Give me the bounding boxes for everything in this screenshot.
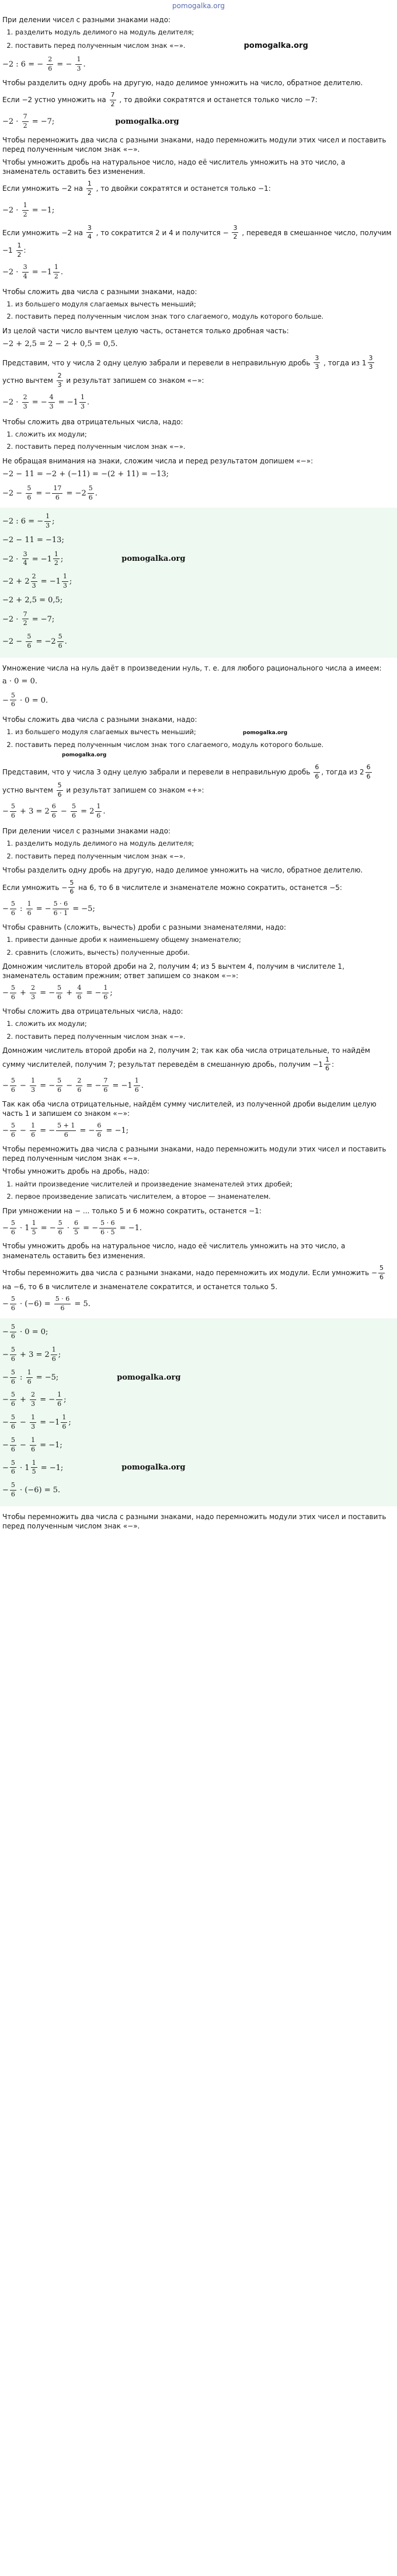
tail-rule: Чтобы перемножить два числа с разными знаками, надо перемножить модули этих чисел и поставить перед полученным числом знак «−». bbox=[2, 1512, 386, 1531]
watermark: pomogalka.org bbox=[115, 117, 179, 126]
answer-b4: − $\frac{5}{6}$ + $\frac{2}{3}$ = − $\frac{1}{6}$ ; bbox=[2, 1391, 67, 1408]
div2-step-2: 2. поставить перед полученным числом знак «−». bbox=[15, 852, 395, 861]
division-fraction-rule: Чтобы разделить одну дробь на другую, надо делимое умножить на число, обратное делителю. bbox=[2, 78, 363, 87]
fraction-product-steps bbox=[2, 1180, 395, 1202]
answer-b8: − $\frac{5}{6}$ · (−6) = 5. bbox=[2, 1481, 61, 1499]
answer-b6: − $\frac{5}{6}$ − $\frac{1}{6}$ = −1; bbox=[2, 1436, 62, 1453]
solution-content bbox=[0, 15, 397, 1531]
formula-neg-sum-2: − $\frac{5}{6}$ − $\frac{1}{3}$ = − $\frac{5}{6}$ − $\frac{2}{6}$ = − $\frac{7}{6}$ = −1 $\frac{1}{6}$ . bbox=[2, 1077, 144, 1094]
sum-rule-intro: Чтобы сложить два числа с разными знаками, надо: bbox=[2, 287, 197, 296]
sum-explanation: Из целой части число вычтем целую часть, останется только дробная часть: bbox=[2, 326, 289, 335]
div2-fraction-rule: Чтобы разделить одну дробь на другую, надо делимое умножить на число, обратное делителю. bbox=[2, 866, 363, 875]
formula-neg-numerator: − $\frac{5}{6}$ − $\frac{1}{6}$ = − $\frac{5 + 1}{6}$ = − $\frac{6}{6}$ = −1; bbox=[2, 1122, 129, 1139]
final-multiply-explanation: Чтобы перемножить два числа с разными знаками, надо перемножить их модули. Если умножить − $\frac{5}{6}$ на −6, то 6 в числителе и знаменателе сократится, и останется только 5. bbox=[2, 1263, 384, 1291]
sum2-step-2: 2. поставить перед полученным числом знак того слагаемого, модуль которого больше.pomogalka.org bbox=[15, 741, 395, 759]
sum-rule-section bbox=[2, 287, 395, 411]
compare-explanation: Домножим числитель второй дроби на 2, получим 4; из 5 вычтем 4, получим в числителе 1, знаменатель оставим прежним; ответ запишем со знаком «−»: bbox=[2, 962, 344, 980]
neg-numerator-explanation: Так как оба числа отрицательные, найдём сумму числителей, из полученной дроби выделим целую часть 1 и запишем со знаком «−»: bbox=[2, 1099, 377, 1118]
division-step-1: 1. разделить модуль делимого на модуль делителя; bbox=[15, 28, 395, 37]
division-rule-2-intro: При делении чисел с разными знаками надо: bbox=[2, 827, 171, 836]
formula-half: −2 · $\frac{1}{2}$ = −1; bbox=[2, 201, 55, 218]
formula-three-quarters: −2 · $\frac{3}{4}$ = −1 $\frac{1}{2}$ . bbox=[2, 263, 64, 280]
compare-rule: Чтобы сравнить (сложить, вычесть) дроби с разными знаменателями, надо: bbox=[2, 923, 287, 931]
compare-step-1: 1. привести данные дроби к наименьшему общему знаменателю; bbox=[15, 936, 395, 945]
zero-rule-section bbox=[2, 664, 395, 709]
product-explanation: При умножении на − ... только 5 и 6 можно сократить, останется −1: bbox=[2, 1206, 262, 1215]
negative-sum-explanation: Не обращая внимания на знаки, сложим числа и перед результатом допишем «−»: bbox=[2, 456, 314, 465]
fraction-natural-rule: Чтобы умножить дробь на натуральное число, надо её числитель умножить на это число, а знаменатель оставить без изменения. bbox=[2, 158, 346, 176]
answer-7: −2 − $\frac{5}{6}$ = −2 $\frac{5}{6}$ . bbox=[2, 633, 67, 650]
multiply-explanation: Если −2 устно умножить на $\frac{7}{2}$ , то двойки сократятся и останется только число −7: bbox=[2, 91, 318, 108]
fraction: $\frac{2}{6}$ bbox=[48, 55, 53, 73]
formula-multiply: −2 · $\frac{7}{2}$ = −7; pomogalka.org bbox=[2, 112, 179, 130]
zero-rule-text: Умножение числа на нуль даёт в произведении нуль, т. е. для любого рационального числа a имеем: bbox=[2, 664, 382, 672]
sign-multiply-rule: Чтобы перемножить два числа с разными знаками, надо перемножить модули этих чисел и поставить перед полученным числом знак «−». bbox=[2, 135, 386, 153]
watermark: pomogalka.org bbox=[117, 1373, 181, 1382]
division-rule-intro: При делении чисел с разными знаками надо: bbox=[2, 16, 171, 24]
watermark: pomogalka.org bbox=[62, 752, 107, 758]
division-rule-2-section bbox=[2, 826, 395, 1313]
division-step-2: 2. поставить перед полученным числом знак «−». pomogalka.org bbox=[15, 41, 395, 51]
watermark: pomogalka.org bbox=[243, 41, 308, 50]
neg-sum-steps-2 bbox=[2, 1020, 395, 1041]
answer-b5: − $\frac{5}{6}$ − $\frac{1}{3}$ = −1 $\frac{1}{6}$ ; bbox=[2, 1413, 71, 1430]
answers-block-1 bbox=[0, 508, 397, 658]
watermark: pomogalka.org bbox=[242, 730, 288, 737]
product-step-1: 1. найти произведение числителей и произведение знаменателей этих дробей; bbox=[15, 1180, 395, 1189]
answer-1: −2 : 6 = − $\frac{1}{3}$ ; bbox=[2, 512, 55, 530]
formula-div2: − $\frac{5}{6}$ : $\frac{1}{6}$ = − $\frac{5 \cdot 6}{6 \cdot 1}$ = −5; bbox=[2, 900, 95, 917]
formula-negative-fraction: −2 − $\frac{5}{6}$ = − $\frac{17}{6}$ = −2 $\frac{5}{6}$ . bbox=[2, 484, 97, 501]
answer-b7: − $\frac{5}{6}$ · 1 $\frac{1}{5}$ = −1; pomogalka.org bbox=[2, 1458, 186, 1476]
multiply-three-quarters-explanation: Если умножить −2 на $\frac{3}{4}$ , то сократится 2 и 4 и получится − $\frac{3}{2}$ , переведя в смешанное число, получим −1 $\frac{1}{2}$ : bbox=[2, 224, 392, 259]
neg-sum-rule-2: Чтобы сложить два отрицательных числа, надо: bbox=[2, 1007, 183, 1016]
sum-step-2: 2. поставить перед полученным числом знак того слагаемого, модуль которого больше. bbox=[15, 312, 395, 322]
sum-rule-2-explanation: Представим, что у числа 3 одну целую забрали и перевели в неправильную дробь $\frac{6}{6}$ , тогда из 2 $\frac{6}{6}$ устно вычтем $\frac{5}{6}$ и результат запишем со знаком «+»: bbox=[2, 763, 371, 798]
answer-b2: − $\frac{5}{6}$ + 3 = 2 $\frac{1}{6}$ ; bbox=[2, 1346, 61, 1363]
mixed-explanation: Домножим числитель второй дроби на 2, получим 2; так как оба числа отрицательные, то найдём сумму числителей, получим 7; результат переведём в смешанную дробь, получим −1 $\frac{1}{6}$ : bbox=[2, 1046, 370, 1073]
formula-fraction-zero: − $\frac{5}{6}$ · 0 = 0. bbox=[2, 691, 48, 708]
answers-block-2 bbox=[0, 1318, 397, 1506]
sum2-step-1: 1. из большего модуля слагаемых вычесть меньший; pomogalka.org bbox=[15, 728, 395, 737]
fraction-product-rule: Чтобы умножить дробь на дробь, надо: bbox=[2, 1167, 149, 1176]
formula-negative-sum: −2 − 11 = −2 + (−11) = −(2 + 11) = −13; bbox=[2, 470, 169, 479]
product-step-2: 2. первое произведение записать числителем, а второе — знаменателем. bbox=[15, 1192, 395, 1202]
answer-2: −2 − 11 = −13; bbox=[2, 536, 64, 545]
compare-steps bbox=[2, 936, 395, 957]
negative-step-1: 1. сложить их модули; bbox=[15, 430, 395, 439]
formula-sum: −2 + 2,5 = 2 − 2 + 0,5 = 0,5. bbox=[2, 340, 118, 349]
improper-fraction-explanation: Представим, что у числа 2 одну целую забрали и перевели в неправильную дробь $\frac{3}{3}$ , тогда из 1 $\frac{3}{3}$ устно вычтем $\frac{2}{3}$ и результат запишем со знаком «−»: bbox=[2, 354, 373, 389]
watermark: pomogalka.org bbox=[121, 554, 186, 564]
negative-step-2: 2. поставить перед полученным числом знак «−». bbox=[15, 442, 395, 452]
sum-rule-2-steps bbox=[2, 728, 395, 759]
site-logo[interactable]: pomogalka.org bbox=[172, 2, 225, 10]
compare-step-2: 2. сравнить (сложить, вычесть) полученные дроби. bbox=[15, 948, 395, 958]
negative-sum-section bbox=[2, 417, 395, 502]
answer-b3: − $\frac{5}{6}$ : $\frac{1}{6}$ = −5; pomogalka.org bbox=[2, 1368, 181, 1385]
negative-sum-intro: Чтобы сложить два отрицательных числа, надо: bbox=[2, 417, 183, 426]
answer-5: −2 + 2,5 = 0,5; bbox=[2, 595, 63, 605]
sum-rule-2-intro: Чтобы сложить два числа с разными знаками, надо: bbox=[2, 715, 197, 724]
sum-step-1: 1. из большего модуля слагаемых вычесть меньший; bbox=[15, 300, 395, 309]
formula-compare: − $\frac{5}{6}$ + $\frac{2}{3}$ = − $\frac{5}{6}$ + $\frac{4}{6}$ = − $\frac{1}{6}$ ; bbox=[2, 984, 113, 1001]
answer-b1: − $\frac{5}{6}$ · 0 = 0; bbox=[2, 1323, 48, 1341]
formula-zero: a · 0 = 0. bbox=[2, 677, 37, 686]
sum-rule-steps bbox=[2, 300, 395, 322]
multiply-half-explanation: Если умножить −2 на $\frac{1}{2}$ , то двойки сократятся и останется только −1: bbox=[2, 180, 271, 197]
neg2-step-1: 1. сложить их модули; bbox=[15, 1020, 395, 1029]
answer-6: −2 · $\frac{7}{2}$ = −7; bbox=[2, 610, 55, 627]
answer-3: −2 · $\frac{3}{4}$ = −1 $\frac{1}{2}$ ; pomogalka.org bbox=[2, 550, 186, 567]
answer-4: −2 + 2 $\frac{2}{3}$ = −1 $\frac{1}{3}$ ; bbox=[2, 573, 72, 590]
formula-mixed: −2 · $\frac{2}{3}$ = − $\frac{4}{3}$ = −1 $\frac{1}{3}$ . bbox=[2, 393, 90, 410]
negative-sum-steps bbox=[2, 430, 395, 452]
formula-sum-2: − $\frac{5}{6}$ + 3 = 2 $\frac{6}{6}$ − $\frac{5}{6}$ = 2 $\frac{1}{6}$ . bbox=[2, 802, 106, 820]
fraction: $\frac{1}{3}$ bbox=[76, 55, 81, 73]
sum-rule-2-section bbox=[2, 715, 395, 821]
division-rule-2-steps bbox=[2, 839, 395, 861]
fraction-natural-rule-2: Чтобы умножить дробь на натуральное число, надо её числитель умножить на это число, а знаменатель оставить без изменения. bbox=[2, 1242, 346, 1260]
formula-division: −2 : 6 = − $\frac{2}{6}$ = − $\frac{1}{3}$ . bbox=[2, 55, 86, 73]
div2-explanation: Если умножить − $\frac{5}{6}$ на 6, то 6 в числителе и знаменателе можно сократить, останется −5: bbox=[2, 878, 342, 896]
division-rule-section bbox=[2, 15, 395, 281]
neg2-step-2: 2. поставить перед полученным числом знак «−». bbox=[15, 1032, 395, 1042]
formula-final-multiply: − $\frac{5}{6}$ · (−6) = $\frac{5 \cdot 6}{6}$ = 5. bbox=[2, 1294, 90, 1312]
site-header bbox=[0, 0, 397, 14]
div2-step-1: 1. разделить модуль делимого на модуль делителя; bbox=[15, 839, 395, 849]
division-rule-steps bbox=[2, 28, 395, 51]
product-sign-rule: Чтобы перемножить два числа с разными знаками, надо перемножить модули этих чисел и поставить перед полученным числом знак «−». bbox=[2, 1145, 386, 1163]
formula-product: − $\frac{5}{6}$ · 1 $\frac{1}{5}$ = − $\frac{5}{6}$ · $\frac{6}{5}$ = − $\frac{5 \cdot 6}{6 \cdot 5}$ = −1. bbox=[2, 1219, 142, 1236]
watermark: pomogalka.org bbox=[121, 1463, 186, 1472]
